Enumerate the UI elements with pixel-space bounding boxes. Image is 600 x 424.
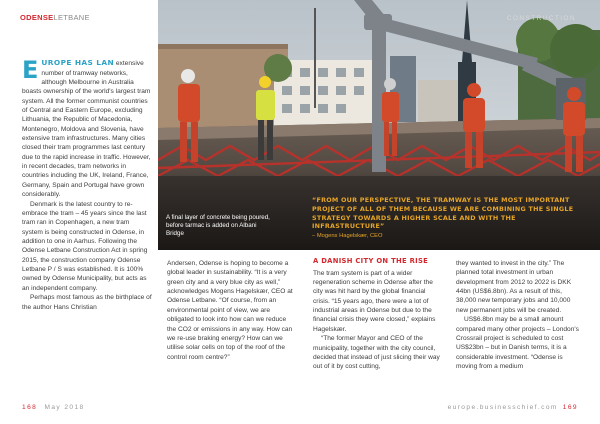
section-label: CONSTRUCTION — [506, 15, 576, 22]
article-column-2 — [167, 259, 293, 362]
subheading: A DANISH CITY ON THE RISE — [313, 257, 429, 265]
page-number-right: 169 — [562, 404, 578, 411]
lead-in: UROPE HAS LAN — [41, 58, 115, 67]
photo-caption: A final layer of concrete being poured, before tarmac is added on Albani Bridge — [166, 214, 270, 237]
footer-left — [22, 404, 85, 411]
intro-text: extensive number of tramway networks, although Melbourne in Australia boasts ownership of the world's largest tram system. All the former communist countries of Central and Eastern Europe, excluding Lithuania, the Republic of Macedonia, Montenegro, Moldova and Slovenia, have extensive tram infrastructures. Many cities closed their tram programmes last century due to the rapid increase in traffic. However, in recent decades, tram networks in countries including the UK, Ireland, France, Germany, Spain and Portugal have grown considerably. — [22, 60, 151, 199]
pull-quote-attribution: – Mogens Hagelskær, CEO — [312, 233, 383, 240]
body-paragraph: Andersen, Odense is hoping to become a global leader in sustainability. “It is a very green city and a very blue city as well,” acknowledges Mogens Hagelskær, CEO at Odense Letbane. “Of course, from an environmental point of view, we are obligated to look into how can we reduce the CO2 or emissions in any way. How can we re-use braking energy? How can we utilise solar cells on top of the roof of the control room centre?” — [167, 260, 293, 361]
article-column-1 — [22, 58, 152, 312]
body-paragraph: US$6.8bn may be a small amount compared many other projects – London's Crossrail project is scheduled to cost US$23bn – but in Danish terms, it is a considerable investment. “Odense is moving from a medium — [456, 316, 579, 370]
article-column-3 — [313, 257, 440, 372]
footer-right — [448, 404, 578, 411]
pull-quote — [312, 196, 584, 239]
body-paragraph: Perhaps most famous as the birthplace of the author Hans Christian — [22, 294, 152, 311]
drop-cap: E — [22, 56, 39, 84]
intro-paragraph — [22, 58, 152, 200]
brand-odense: ODENSE — [20, 13, 54, 22]
website-url: europe.businesschief.com — [447, 404, 558, 411]
brand-letbane: LETBANE — [53, 13, 90, 22]
pull-quote-text: “FROM OUR PERSPECTIVE, THE TRAMWAY IS THE MOST IMPORTANT PROJECT OF ALL OF THEM BECAUSE WE ARE COMBINING THE SINGLE STRATEGY TOWARDS A HIGHER SCALE AND WITH THE INFRASTRUCTURE” — [312, 196, 574, 231]
magazine-section-label — [20, 13, 90, 22]
page-number-left: 168 — [22, 404, 38, 411]
body-paragraph: The tram system is part of a wider regeneration scheme in Odense after the city was hit hard by the global financial crisis. “15 years ago, there were a lot of industrial areas in Odense but due to the financial crisis they were closed,” explains Hagelskær. — [313, 269, 436, 333]
issue-date: May 2018 — [44, 404, 85, 411]
body-paragraph: Denmark is the latest country to re-embrace the tram – 45 years since the last tram ran in Copenhagen, a new tram system is being constructed in Odense, in addition to one in Aarhus. Following the Odense Letbane Construction Act in spring 2015, the construction company Odense Letbane P / S was established. It is 100% owned by Odense Municipality, but acts as an independent company. — [22, 200, 148, 292]
article-column-4 — [456, 259, 582, 371]
body-paragraph: “The former Mayor and CEO of the municipality, together with the city council, decided that instead of just slicing their way out of it by cost cutting, — [313, 335, 440, 371]
body-paragraph: they wanted to invest in the city.” The planned total investment in urban development from 2012 to 2022 is DKK 44bn (US$6.8bn). As a result of this, 38,000 new temporary jobs and 10,000 new permanent jobs will be created. — [456, 260, 572, 314]
